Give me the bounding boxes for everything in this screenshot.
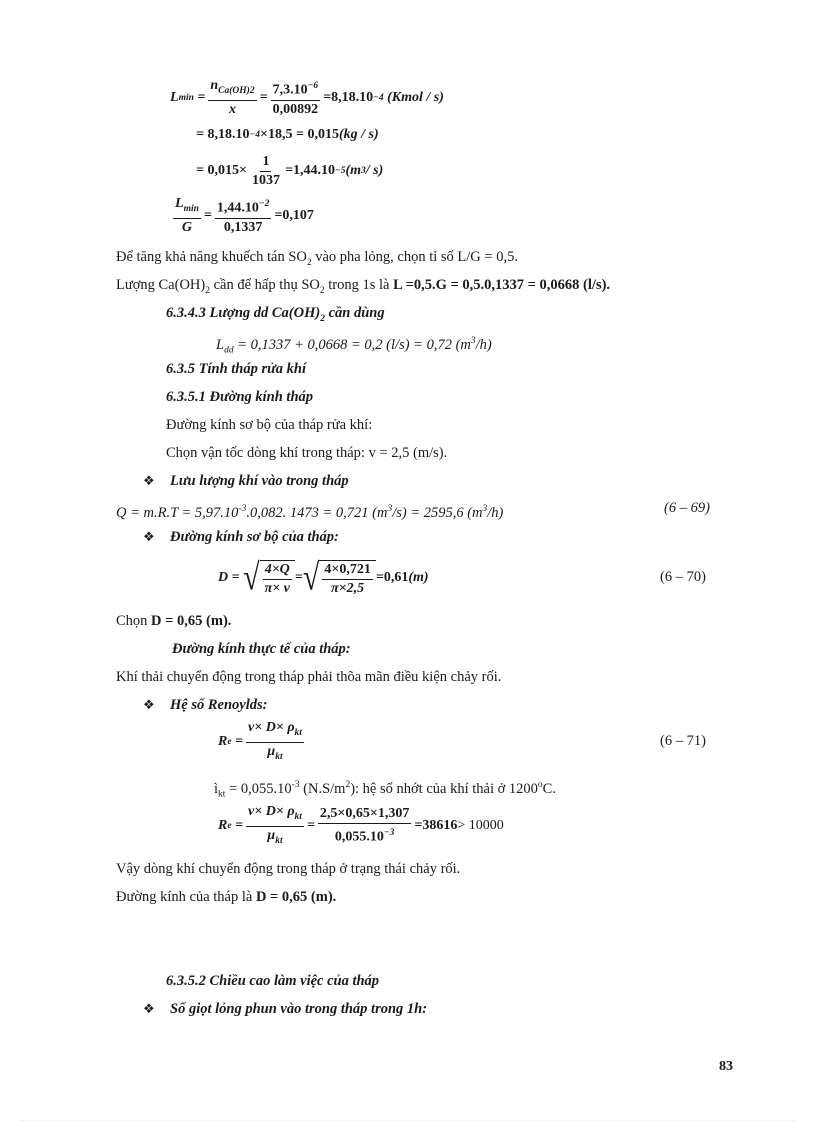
- section-6-3-5-1: 6.3.5.1 Đường kính tháp: [166, 389, 314, 405]
- text-viscosity: $ì_{kt} = 0,055.10^{-3}$ $(N.S/m^2)$: hệ số nhớt của khí thải ở 1200$^o$C.: [214, 780, 556, 800]
- equation-lmin-over-g: $\frac{L_{min}}{G}$ = $\frac{1,44.10^{-2}}{0,1337}$ = 0,107: [175, 196, 314, 235]
- formula-gas-flow: $Q = m.R.T = 5,97.10^{-3}.0,082$. 1473 = 0,721 $(m^3/s) = 2595,6$ $(m^3/h)$: [116, 504, 504, 521]
- equation-lmin: L min = $\frac{n_{Ca(OH)2}}{x}$ = $\frac{7,3.10^{-6}}{0,00892}$ = 8,18.10 −4 (Kmol / s): [170, 78, 444, 117]
- text-turbulent-state: Vậy dòng khí chuyển động trong tháp ở trạng thái chảy rối.: [116, 861, 461, 877]
- page-number: 83: [719, 1059, 733, 1074]
- formula-ldd: $L_{dd} = 0,1337 + 0,0668 = 0,2$ (l/s) = 0,72 $(m^3/h)$: [216, 336, 492, 356]
- text-lg-ratio: Để tăng khả năng khuếch tán $SO_2$ vào pha lỏng, chọn tỉ số L/G = 0,5.: [116, 249, 518, 268]
- equation-reynolds: R e = $\frac{v\times D\times \rho_{kt}}{\mu_{kt}}$: [218, 719, 302, 762]
- equation-number-6-69: (6 – 69): [664, 500, 710, 516]
- text-caoh2-amount: Lượng $Ca(OH)_2$ cần để hấp thụ $SO_2$ trong 1s là L =0,5.G = 0,5.0,1337 = 0,0668 (l/s).: [116, 277, 611, 296]
- page-footer-divider: [20, 1120, 796, 1121]
- section-6-3-4-3: 6.3.4.3 Lượng dd $Ca(OH)_2$ cần dùng: [166, 305, 385, 324]
- equation-diameter: D = √ $\frac{4\times Q}{\pi\times v}$ = √ $\frac{4\times 0,721}{\pi\times 2,5}$ = 0,61 (m): [218, 556, 429, 598]
- equation-reynolds-value: R e = $\frac{v\times D\times \rho_{kt}}{\mu_{kt}}$ = $\frac{2,5\times 0,65\times 1,307}{0,055.10^{-3}}$ = 38616 > 10000: [218, 803, 504, 846]
- equation-number-6-71: (6 – 71): [660, 733, 706, 749]
- bullet-preliminary-diameter: Đường kính sơ bộ của tháp:: [170, 529, 339, 545]
- diamond-bullet-icon: ❖: [143, 473, 155, 488]
- text-gas-velocity: Chọn vận tốc dòng khí trong tháp: v = 2,5 (m/s).: [166, 445, 448, 461]
- text-preliminary-diameter: Đường kính sơ bộ của tháp rửa khí:: [166, 417, 373, 433]
- section-6-3-5-2: 6.3.5.2 Chiều cao làm việc của tháp: [166, 973, 380, 989]
- text-tower-diameter: Đường kính của tháp là D = 0,65 (m).: [116, 889, 337, 905]
- bullet-reynolds: Hệ số Renoylds:: [170, 697, 268, 713]
- section-6-3-5: 6.3.5 Tính tháp rửa khí: [166, 361, 307, 377]
- equation-lmin-m3: = 0,015× $\frac{1}{1037}$ = 1,44.10 −5 (m 3 / s): [196, 153, 384, 188]
- diamond-bullet-icon: ❖: [143, 1001, 155, 1016]
- subheading-actual-diameter: Đường kính thực tế của tháp:: [172, 641, 351, 657]
- bullet-gas-flow: Lưu lượng khí vào trong tháp: [170, 473, 349, 489]
- text-chosen-diameter: Chọn D = 0,65 (m).: [116, 613, 232, 629]
- bullet-droplet-count: Số giọt lỏng phun vào trong tháp trong 1h:: [170, 1001, 428, 1017]
- equation-number-6-70: (6 – 70): [660, 569, 706, 585]
- diamond-bullet-icon: ❖: [143, 697, 155, 712]
- equation-lmin-kg: = 8,18.10 −4 ×18,5 = 0,015 (kg / s): [196, 127, 379, 142]
- diamond-bullet-icon: ❖: [143, 529, 155, 544]
- text-turbulent-condition: Khí thải chuyển động trong tháp phải thõa mãn điều kiện chảy rối.: [116, 669, 502, 685]
